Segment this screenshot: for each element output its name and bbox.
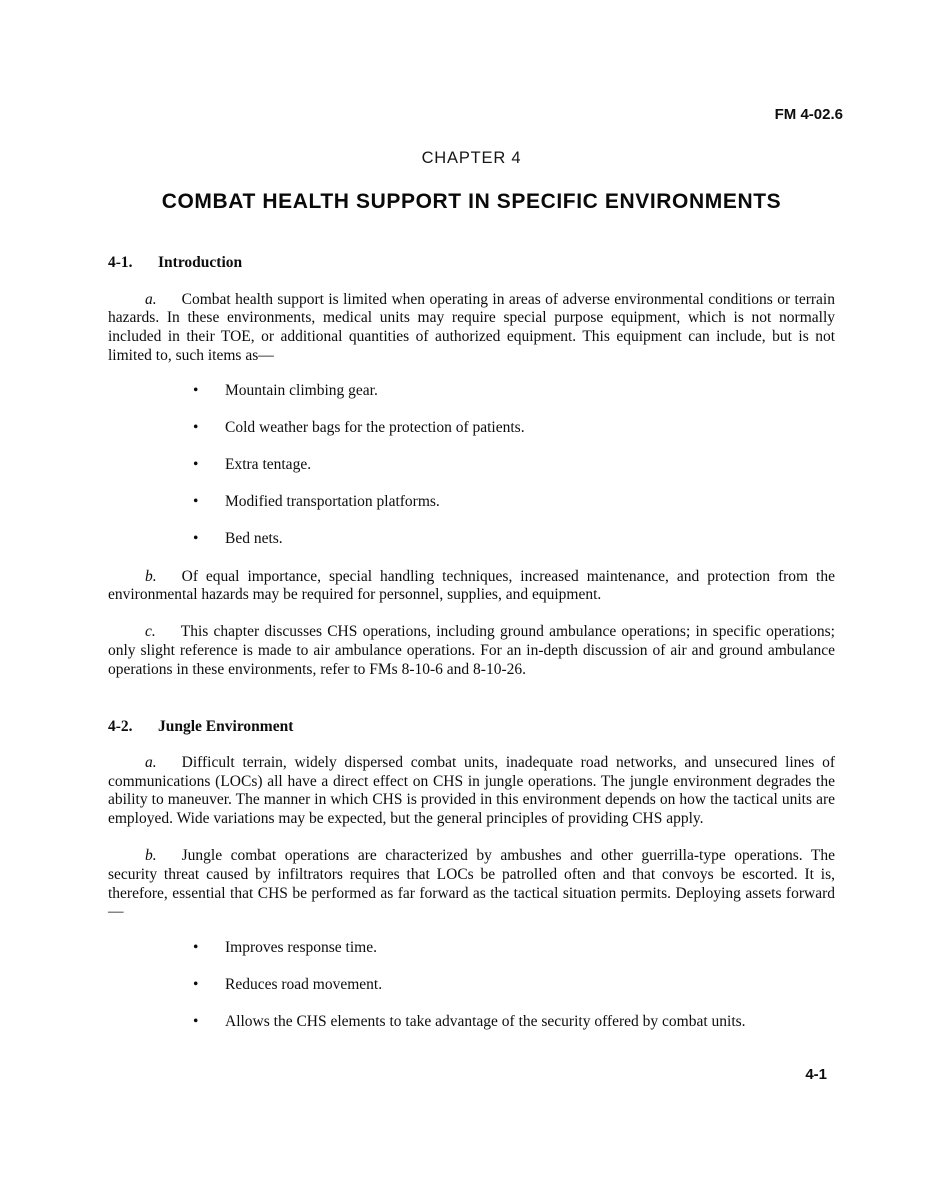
list-item-text: Improves response time. [225, 939, 377, 957]
bullet-icon: • [193, 419, 199, 437]
paragraph-4-2-b [108, 847, 835, 922]
section-heading-4-2 [108, 717, 835, 736]
equipment-bullet-list [108, 382, 835, 549]
list-item [193, 530, 835, 549]
list-item-text: Extra tentage. [225, 456, 312, 474]
section-title: Jungle Environment [158, 717, 294, 735]
paragraph-label: c. [145, 623, 156, 641]
section-number: 4-2. [108, 717, 133, 735]
list-item-text: Cold weather bags for the protection of patients. [225, 419, 525, 437]
bullet-icon: • [193, 456, 199, 474]
paragraph-text: Of equal importance, special handling techniques, increased maintenance, and protection from the environmental hazards may be required for personnel, supplies, and equipment. [108, 567, 835, 604]
list-item [193, 382, 835, 401]
list-item [193, 419, 835, 438]
bullet-icon: • [193, 382, 199, 400]
paragraph-text: Difficult terrain, widely dispersed combat units, inadequate road networks, and unsecured lines of communications (LOCs) all have a direct effect on CHS in jungle operations. The jungle environment degrades the ability to maneuver. The manner in which CHS is provided in this environment depends on how the tactical units are employed. Wide variations may be expected, but the general principles of providing CHS apply. [108, 754, 835, 828]
section-number: 4-1. [108, 254, 133, 271]
section-title: Introduction [158, 254, 243, 271]
list-item [193, 456, 835, 475]
list-item-text: Mountain climbing gear. [225, 382, 378, 400]
paragraph-text: This chapter discusses CHS operations, including ground ambulance operations; in specific operations; only slight reference is made to air ambulance operations. For an in-depth discussion of air and ground ambulance operations in these environments, refer to FMs 8-10-6 and 8-10-26. [108, 623, 835, 678]
doc-reference: FM 4-02.6 [774, 106, 843, 123]
paragraph-4-1-b [108, 568, 835, 605]
section-heading-4-1 [108, 253, 835, 272]
paragraph-label: b. [145, 847, 157, 865]
bullet-icon: • [193, 530, 199, 548]
chapter-label: CHAPTER 4 [421, 149, 522, 167]
paragraph-text: Jungle combat operations are characterized by ambushes and other guerrilla-type operations. The security threat caused by infiltrators requires that LOCs be patrolled often and that convoys be escorted. It is, therefore, essential that CHS be performed as far forward as the tactical situation permits. Deploying assets forward— [108, 847, 835, 921]
chapter-title: COMBAT HEALTH SUPPORT IN SPECIFIC ENVIRONMENTS [161, 190, 782, 213]
list-item-text: Bed nets. [225, 530, 283, 548]
paragraph-4-1-c [108, 623, 835, 679]
paragraph-label: a. [145, 290, 157, 308]
bullet-icon: • [193, 493, 199, 511]
paragraph-4-2-a [108, 754, 835, 829]
list-item [193, 493, 835, 512]
list-item-text: Reduces road movement. [225, 976, 383, 994]
bullet-icon: • [193, 976, 199, 994]
paragraph-label: a. [145, 754, 157, 772]
list-item-text: Allows the CHS elements to take advantage of the security offered by combat units. [225, 1013, 746, 1031]
paragraph-4-1-a [108, 291, 835, 366]
bullet-icon: • [193, 939, 199, 957]
forward-deployment-bullet-list [108, 939, 835, 1032]
page-number: 4-1 [805, 1066, 827, 1083]
paragraph-text: Combat health support is limited when operating in areas of adverse environmental conditions or terrain hazards. In these environments, medical units may require special purpose equipment, which is not normally included in their TOE, or additional quantities of authorized equipment. This equipment can include, but is not limited to, such items as— [108, 290, 835, 364]
bullet-icon: • [193, 1013, 199, 1031]
list-item-text: Modified transportation platforms. [225, 493, 440, 511]
list-item [193, 939, 835, 958]
list-item [193, 1013, 835, 1032]
paragraph-label: b. [145, 567, 157, 585]
list-item [193, 976, 835, 995]
